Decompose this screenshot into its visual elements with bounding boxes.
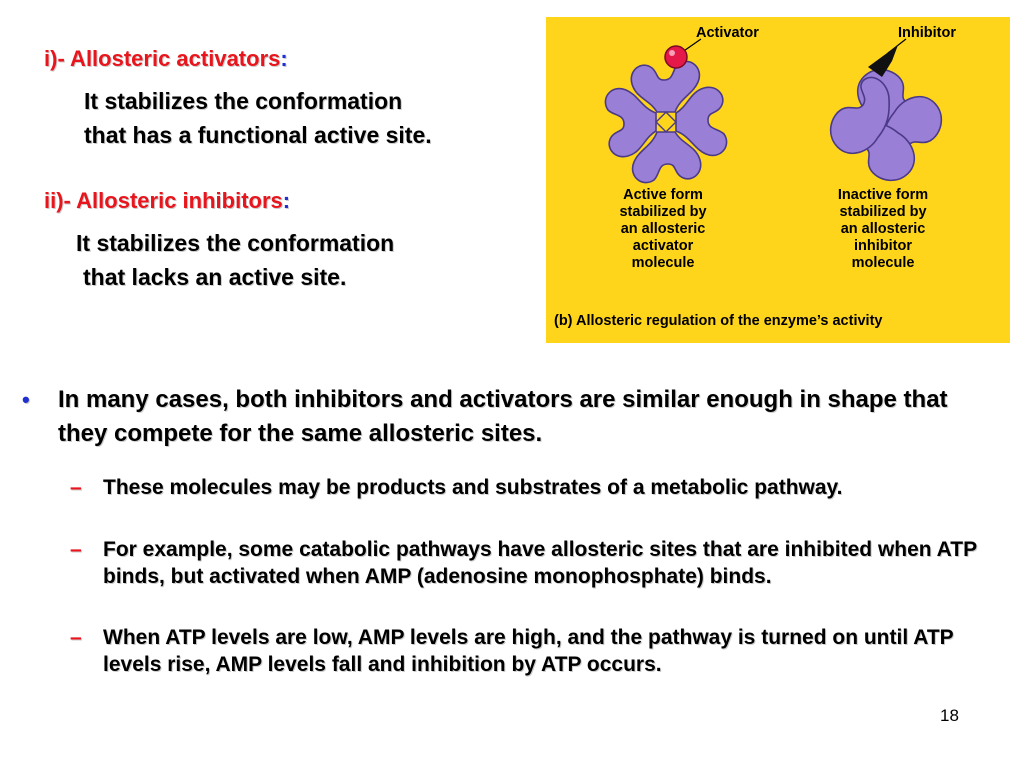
sub-bullet bbox=[70, 536, 1000, 590]
activators-heading-text: i)- Allosteric activators bbox=[44, 46, 281, 71]
enzyme-diagram bbox=[546, 17, 1010, 343]
main-bullet-text: In many cases, both inhibitors and activators are similar enough in shape that they compete for the same allosteric sites. bbox=[58, 386, 948, 447]
activators-heading bbox=[44, 46, 288, 72]
inactive-caption-line: inhibitor bbox=[854, 238, 912, 254]
inactive-form-caption bbox=[808, 187, 958, 272]
dash-icon: – bbox=[70, 476, 82, 499]
active-form-caption bbox=[588, 187, 738, 272]
bullet-icon: • bbox=[22, 387, 30, 412]
active-caption-line: stabilized by bbox=[619, 204, 707, 220]
dash-icon: – bbox=[70, 538, 82, 561]
inhibitors-heading bbox=[44, 188, 290, 214]
inactive-caption-line: an allosteric bbox=[840, 221, 926, 237]
active-caption-line: molecule bbox=[631, 255, 695, 271]
activator-label: Activator bbox=[696, 25, 759, 41]
activators-description bbox=[84, 84, 432, 152]
inhibitor-label: Inhibitor bbox=[898, 25, 956, 41]
dash-icon: – bbox=[70, 626, 82, 649]
sub-bullet-text: These molecules may be products and substrates of a metabolic pathway. bbox=[103, 476, 843, 499]
allosteric-regulation-figure bbox=[546, 17, 1010, 343]
main-bullet bbox=[22, 383, 982, 451]
inactive-caption-line: stabilized by bbox=[839, 204, 927, 220]
sub-bullet-text: When ATP levels are low, AMP levels are high, and the pathway is turned on until ATP levels rise, AMP levels fall and inhibition by ATP occurs. bbox=[103, 626, 954, 676]
inhibitors-description bbox=[76, 226, 394, 294]
activators-description-line1: It stabilizes the conformation bbox=[84, 88, 403, 114]
sub-bullet bbox=[70, 624, 1000, 678]
inhibitors-heading-colon: : bbox=[282, 188, 291, 213]
inactive-enzyme-shape bbox=[827, 66, 945, 184]
inhibitors-description-line1: It stabilizes the conformation bbox=[76, 230, 395, 256]
sub-bullet-text: For example, some catabolic pathways have allosteric sites that are inhibited when ATP binds, but activated when AMP (adenosine monophosphate) binds. bbox=[103, 538, 977, 588]
inactive-caption-line: molecule bbox=[851, 255, 915, 271]
sub-bullet bbox=[70, 474, 1000, 501]
inhibitors-description-line2: that lacks an active site. bbox=[83, 264, 347, 290]
figure-caption: (b) Allosteric regulation of the enzyme’s activity bbox=[554, 313, 883, 329]
active-caption-line: an allosteric bbox=[620, 221, 706, 237]
active-caption-line: Active form bbox=[623, 187, 703, 203]
inhibitors-heading-text: ii)- Allosteric inhibitors bbox=[44, 188, 283, 213]
activators-description-line2: that has a functional active site. bbox=[84, 122, 432, 148]
inactive-caption-line: Inactive form bbox=[837, 187, 929, 203]
activators-heading-colon: : bbox=[280, 46, 288, 71]
active-enzyme-shape bbox=[605, 61, 726, 182]
activator-molecule bbox=[665, 46, 687, 68]
active-caption-line: activator bbox=[632, 238, 694, 254]
page-number: 18 bbox=[940, 706, 959, 725]
